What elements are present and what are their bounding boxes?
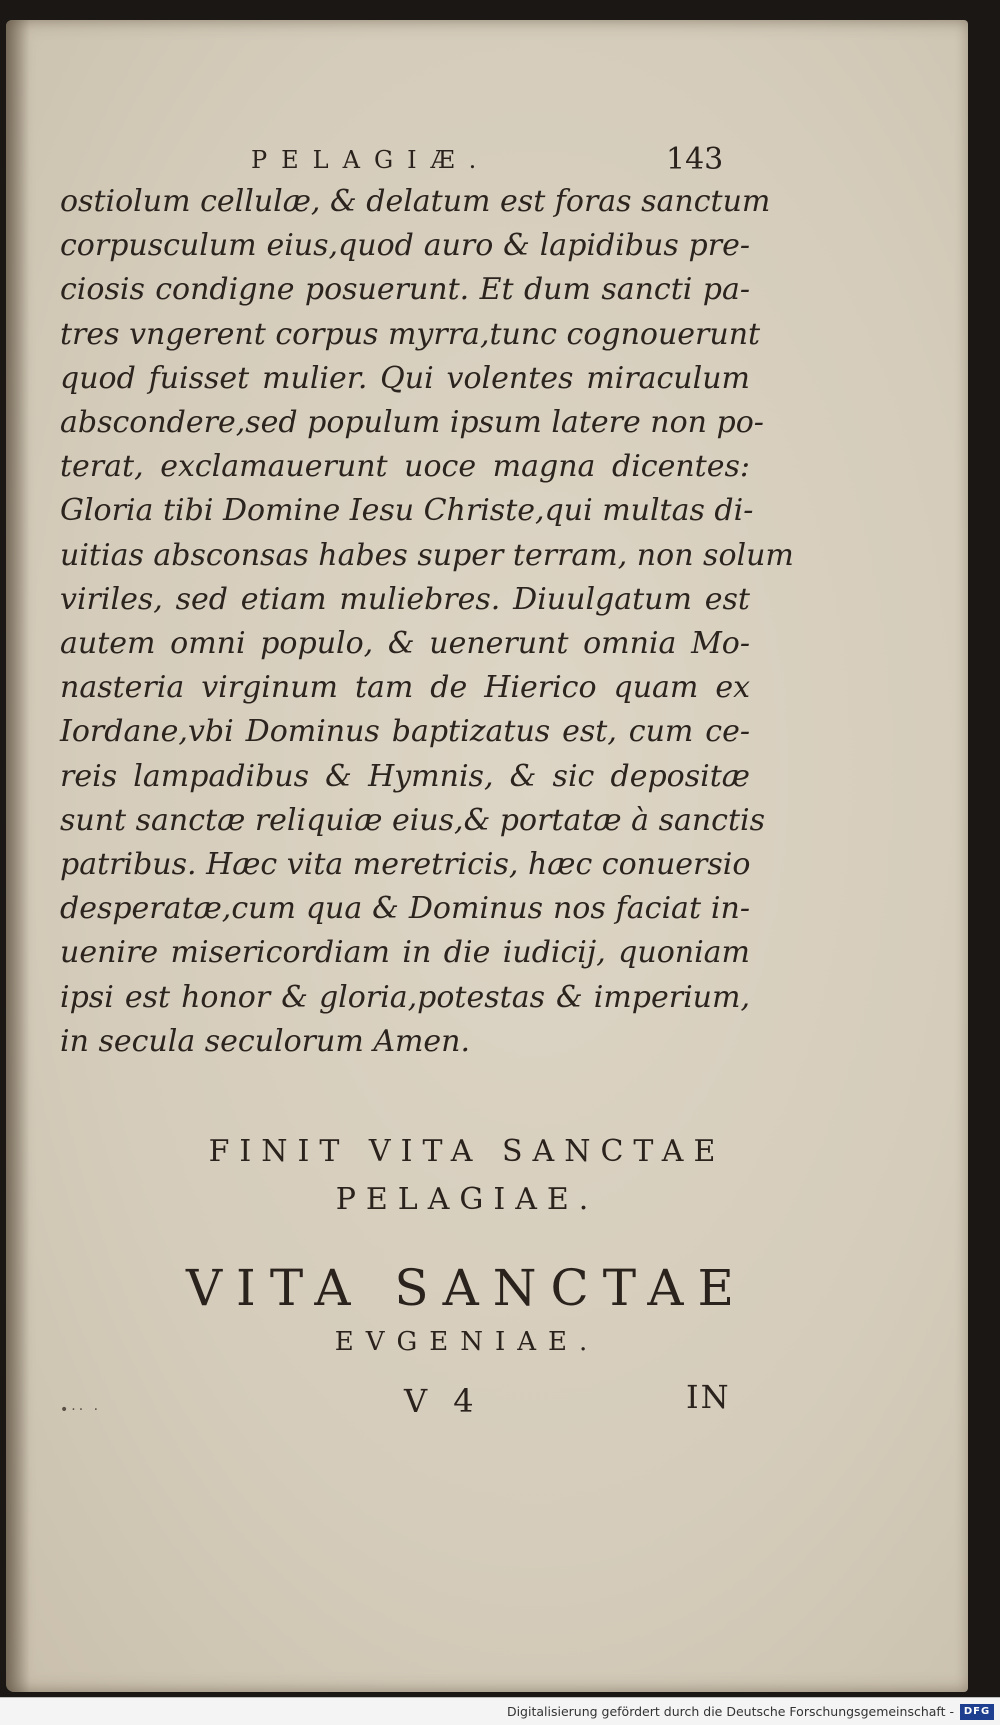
text-line: reis lampadibus & Hymnis, & sic depositæ bbox=[60, 758, 750, 794]
explicit-line-2: PELAGIAE. bbox=[335, 1182, 599, 1217]
text-line: in secula seculorum Amen. bbox=[60, 1023, 471, 1059]
text-line: patribus. Hæc vita meretricis, hæc conuersio bbox=[60, 847, 751, 883]
catchword: IN bbox=[686, 1378, 731, 1416]
next-chapter-title bbox=[6, 1256, 968, 1364]
margin-marks: •·· · bbox=[60, 1402, 102, 1418]
text-line: ostiolum cellulæ, & delatum est foras sanctum bbox=[60, 184, 771, 219]
footer-bar bbox=[0, 1697, 1000, 1725]
signature-mark: V 4 bbox=[404, 1382, 482, 1420]
text-line: autem omni populo, & uenerunt omnia Mo- bbox=[60, 626, 750, 662]
text-line: ciosis condigne posuerunt. Et dum sancti pa- bbox=[60, 272, 750, 308]
text-line: tres vngerent corpus myrra,tunc cognouerunt bbox=[60, 316, 761, 352]
title-line-2: EVGENIAE. bbox=[334, 1327, 600, 1357]
funding-credit: Digitalisierung gefördert durch die Deutsche Forschungsgemeinschaft - bbox=[506, 1704, 954, 1719]
text-line: terat, exclamauerunt uoce magna dicentes: bbox=[60, 449, 750, 485]
text-line: quod fuisset mulier. Qui volentes miraculum bbox=[60, 360, 750, 396]
explicit-heading bbox=[6, 1128, 968, 1224]
text-line: nasteria virginum tam de Hierico quam ex bbox=[60, 670, 750, 706]
text-line: abscondere,sed populum ipsum latere non po- bbox=[60, 405, 764, 441]
page-number: 143 bbox=[666, 142, 724, 177]
running-head: PELAGIÆ. bbox=[251, 146, 491, 174]
text-line: uitias absconsas habes super terram, non solum bbox=[60, 537, 794, 573]
dfg-logo: DFG bbox=[960, 1704, 994, 1720]
body-text bbox=[60, 180, 794, 1064]
text-line: ipsi est honor & gloria,potestas & imperium, bbox=[60, 979, 750, 1015]
title-line-1: VITA SANCTAE bbox=[185, 1259, 749, 1317]
text-line: Gloria tibi Domine Iesu Christe,qui multas di- bbox=[60, 493, 754, 529]
explicit-line-1: FINIT VITA SANCTAE bbox=[208, 1134, 726, 1169]
book-page bbox=[6, 20, 968, 1692]
text-line: viriles, sed etiam muliebres. Diuulgatum est bbox=[60, 581, 750, 617]
text-line: Iordane,vbi Dominus baptizatus est, cum ce- bbox=[60, 714, 750, 750]
text-line: sunt sanctæ reliquiæ eius,& portatæ à sanctis bbox=[60, 802, 766, 838]
text-line: uenire misericordiam in die iudicij, quoniam bbox=[60, 935, 750, 971]
text-line: corpusculum eius,quod auro & lapidibus pre- bbox=[60, 228, 750, 264]
text-line: desperatæ,cum qua & Dominus nos faciat in- bbox=[60, 891, 750, 927]
page-gutter-shadow bbox=[6, 20, 30, 1692]
